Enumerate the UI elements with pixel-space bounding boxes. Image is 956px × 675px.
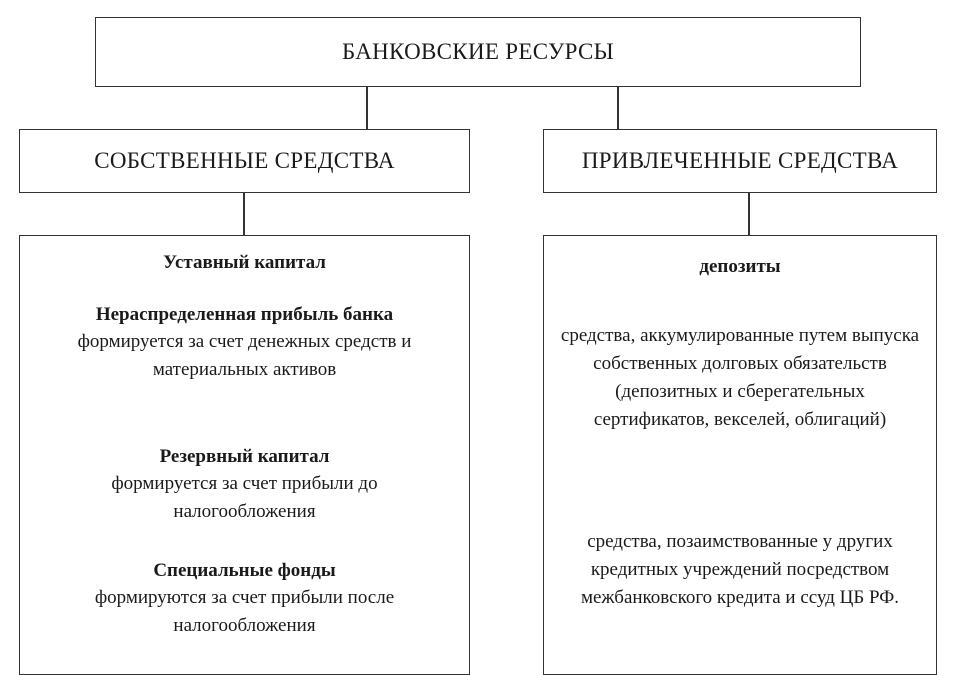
item-description: формируется за счет прибыли до налогообложения xyxy=(111,473,378,522)
item-description: формируется за счет денежных средств и материальных активов xyxy=(77,331,412,380)
own-funds-item xyxy=(30,444,459,526)
item-heading: Уставный капитал xyxy=(163,252,326,273)
connector-root-left xyxy=(366,87,368,129)
item-heading: Резервный капитал xyxy=(159,446,330,467)
own-funds-item xyxy=(20,250,469,276)
connector-own-funds xyxy=(243,193,245,235)
item-description: формируются за счет прибыли после налогообложения xyxy=(94,587,395,636)
own-funds-content xyxy=(19,235,470,675)
root-node xyxy=(95,17,861,87)
item-heading: Нераспределенная прибыль банка xyxy=(95,304,394,325)
item-description: средства, аккумулированные путем выпуска собственных долговых обязательств (депозитных и сберегательных сертификатов, векселей, облигаций) xyxy=(560,325,920,430)
item-heading: Специальные фонды xyxy=(153,560,336,581)
own-funds-label: СОБСТВЕННЫЕ СРЕДСТВА xyxy=(94,148,395,173)
own-funds-item xyxy=(30,558,459,640)
item-heading: депозиты xyxy=(699,256,781,277)
borrowed-funds-label: ПРИВЛЕЧЕННЫЕ СРЕДСТВА xyxy=(581,148,899,173)
own-funds-node xyxy=(19,129,470,193)
connector-borrowed-funds xyxy=(748,193,750,235)
borrowed-funds-content xyxy=(543,235,937,675)
item-description: средства, позаимствованные у других кредитных учреждений посредством межбанковского кредита и ссуд ЦБ РФ. xyxy=(580,531,900,608)
borrowed-funds-item xyxy=(556,322,924,434)
own-funds-item xyxy=(30,302,459,384)
root-label: БАНКОВСКИЕ РЕСУРСЫ xyxy=(342,39,614,64)
connector-root-right xyxy=(617,87,619,129)
borrowed-funds-item xyxy=(556,528,924,612)
borrowed-funds-item xyxy=(544,254,936,280)
borrowed-funds-node xyxy=(543,129,937,193)
